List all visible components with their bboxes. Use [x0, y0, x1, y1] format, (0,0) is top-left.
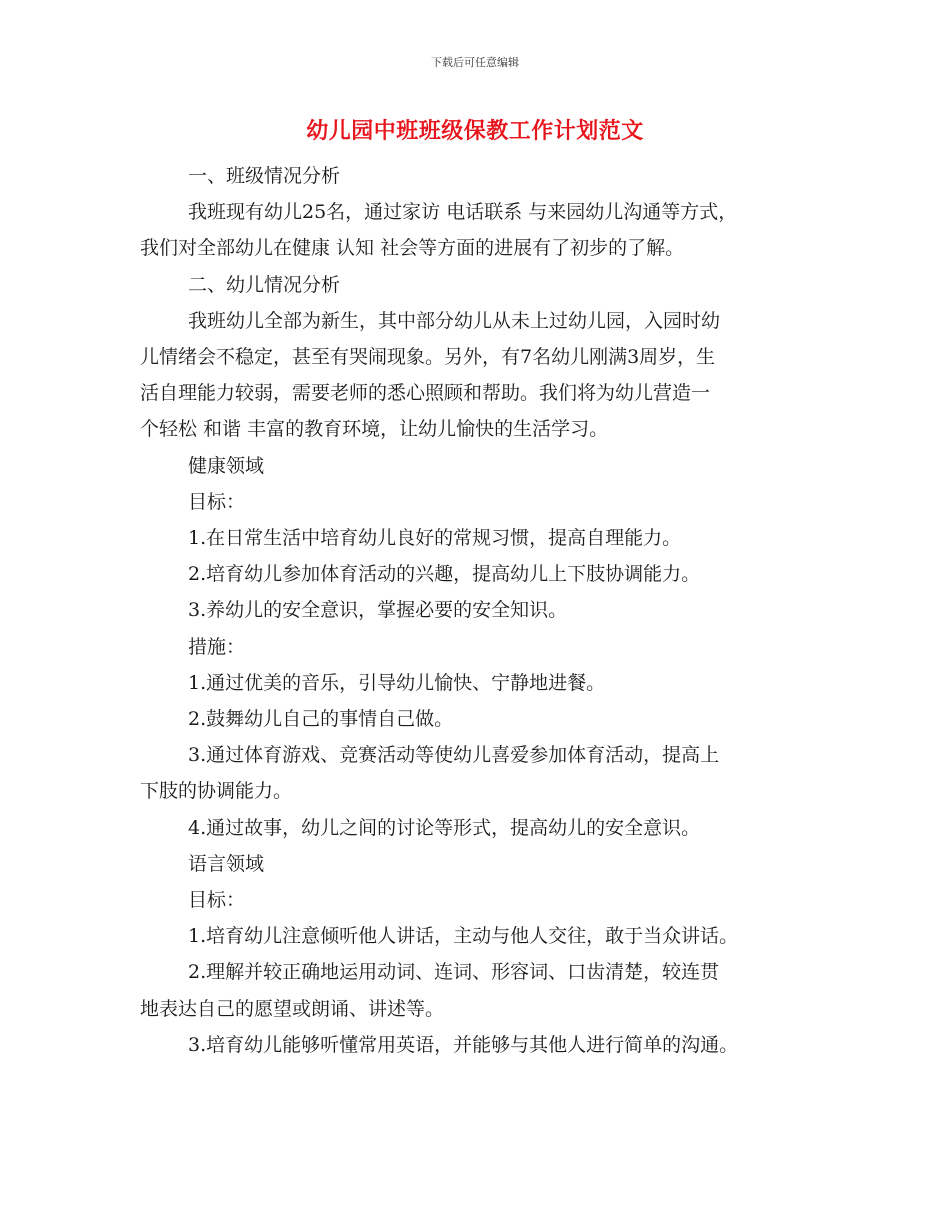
paragraph-line: 措施： [188, 635, 246, 658]
paragraph-line: 目标： [188, 889, 246, 912]
paragraph-line: 活自理能力较弱，需要老师的悉心照顾和帮助。我们将为幼儿营造一 [140, 382, 711, 405]
paragraph-line: 3.养幼儿的安全意识，掌握必要的安全知识。 [188, 599, 568, 622]
page-header: 下载后可任意编辑 [431, 56, 519, 69]
paragraph-line: 儿情绪会不稳定，甚至有哭闹现象。另外，有7名幼儿刚满3周岁，生 [140, 346, 716, 369]
paragraph-line: 2.鼓舞幼儿自己的事情自己做。 [188, 708, 454, 731]
document-title: 幼儿园中班班级保教工作计划范文 [306, 118, 644, 144]
paragraph-line: 二、幼儿情况分析 [188, 273, 341, 296]
paragraph-line: 1.在日常生活中培育幼儿良好的常规习惯，提高自理能力。 [188, 527, 682, 550]
paragraph-line: 3.培育幼儿能够听懂常用英语，并能够与其他人进行简单的沟通。 [188, 1033, 739, 1056]
paragraph-line: 地表达自己的愿望或朗诵、讲述等。 [140, 997, 445, 1020]
paragraph-line: 我班现有幼儿25名，通过家访 电话联系 与来园幼儿沟通等方式， [188, 201, 738, 224]
paragraph-line: 一、班级情况分析 [188, 165, 341, 187]
paragraph-line: 我班幼儿全部为新生，其中部分幼儿从未上过幼儿园，入园时幼 [188, 309, 721, 332]
paragraph-line: 目标： [188, 490, 246, 513]
paragraph-line: 2.培育幼儿参加体育活动的兴趣，提高幼儿上下肢协调能力。 [188, 563, 701, 586]
document-body [140, 158, 820, 1063]
paragraph-line: 1.培育幼儿注意倾听他人讲话，主动与他人交往，敢于当众讲话。 [188, 925, 739, 948]
paragraph-line: 语言领域 [188, 852, 265, 875]
paragraph-line: 我们对全部幼儿在健康 认知 社会等方面的进展有了初步的了解。 [140, 237, 685, 260]
paragraph-line: 下肢的协调能力。 [140, 780, 293, 803]
paragraph-line: 1.通过优美的音乐，引导幼儿愉快、宁静地进餐。 [188, 671, 606, 694]
paragraph-line: 2.理解并较正确地运用动词、连词、形容词、口齿清楚，较连贯 [188, 961, 720, 984]
paragraph-line: 4.通过故事，幼儿之间的讨论等形式，提高幼儿的安全意识。 [188, 816, 701, 839]
paragraph-line: 3.通过体育游戏、竞赛活动等使幼儿喜爱参加体育活动，提高上 [188, 744, 720, 767]
paragraph-line: 个轻松 和谐 丰富的教育环境，让幼儿愉快的生活学习。 [140, 418, 609, 441]
paragraph-line: 健康领域 [188, 454, 265, 477]
